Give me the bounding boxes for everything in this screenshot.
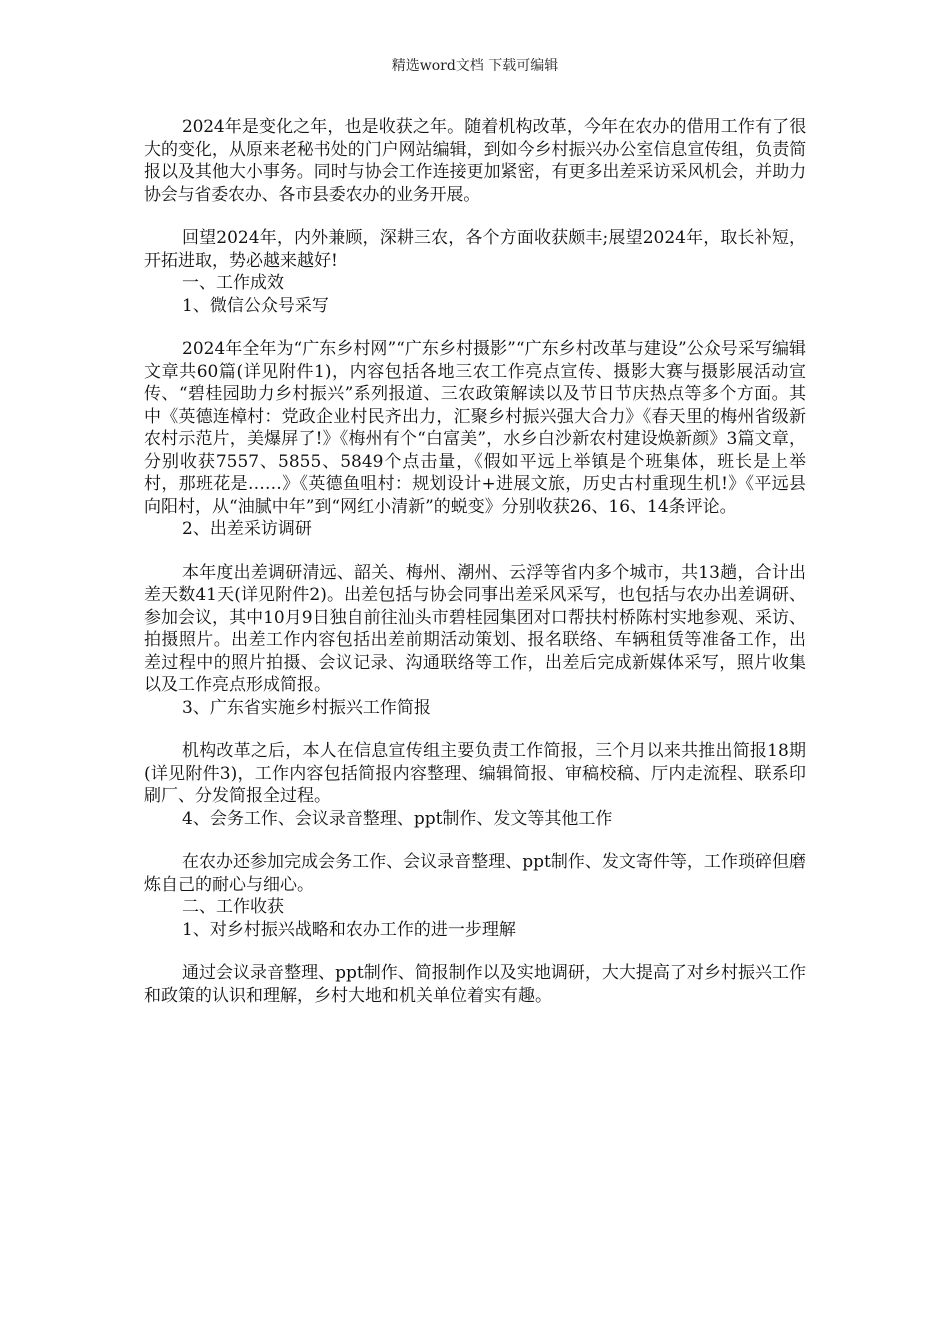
paragraph-outlook: 回望2024年，内外兼顾，深耕三农，各个方面收获颇丰;展望2024年，取长补短，开拓进取，势必越来越好! [144,228,806,271]
section-heading-achievements: 一、工作成效 [182,273,284,293]
paragraph-intro: 2024年是变化之年，也是收获之年。随着机构改革，今年在农办的借用工作有了很大的变化，从原来老秘书处的门户网站编辑，到如今乡村振兴办公室信息宣传组，负责简报以及其他大小事务。同时与协会工作连接更加紧密，有更多出差采访采风机会，并助力协会与省委农办、各市县委农办的业务开展。 [144,117,806,205]
section-heading-gains: 二、工作收获 [182,897,284,917]
subheading-bulletin: 3、广东省实施乡村振兴工作简报 [182,697,431,718]
paragraph-other-work: 在农办还参加完成会务工作、会议录音整理、ppt制作、发文寄件等，工作琐碎但磨炼自己的耐心与细心。 [144,852,806,895]
subheading-wechat: 1、微信公众号采写 [182,295,329,316]
paragraph-wechat: 2024年全年为“广东乡村网”“广东乡村摄影”“广东乡村改革与建设”公众号采写编辑文章共60篇(详见附件1)，内容包括各地三农工作亮点宣传、摄影大赛与摄影展活动宣传、“碧桂园助力乡村振兴”系列报道、三农政策解读以及节日节庆热点等多个方面。其中《英德连樟村：党政企业村民齐出力，汇聚乡村振兴强大合力》《春天里的梅州省级新农村示范片，美爆屏了!》《梅州有个“白富美”，水乡白沙新农村建设焕新颜》3篇文章，分别收获7557、5855、5849个点击量，《假如平远上举镇是个班集体，班长是上举村，那班花是……》《英德鱼咀村：规划设计+进展文旅，历史古村重现生机!》《平远县向阳村，从“油腻中年”到“网红小清新”的蜕变》分别收获26、16、14条评论。 [144,339,806,517]
subheading-other-work: 4、会务工作、会议录音整理、ppt制作、发文等其他工作 [182,808,613,829]
document-body [144,116,806,1007]
subheading-understanding: 1、对乡村振兴战略和农办工作的进一步理解 [182,919,516,940]
paragraph-bulletin: 机构改革之后，本人在信息宣传组主要负责工作简报，三个月以来共推出简报18期(详见附件3)，工作内容包括简报内容整理、编辑简报、审稿校稿、厅内走流程、联系印刷厂、分发简报全过程。 [144,741,806,806]
paragraph-business-trips: 本年度出差调研清远、韶关、梅州、潮州、云浮等省内多个城市，共13趟，合计出差天数41天(详见附件2)。出差包括与协会同事出差采风采写，也包括与农办出差调研、参加会议，其中10月9日独自前往汕头市碧桂园集团对口帮扶村桥陈村实地参观、采访、拍摄照片。出差工作内容包括出差前期活动策划、报名联络、车辆租赁等准备工作，出差过程中的照片拍摄、会议记录、沟通联络等工作，出差后完成新媒体采写，照片收集以及工作亮点形成简报。 [144,562,806,695]
page-header: 精选word文档 下载可编辑 [391,58,559,74]
paragraph-understanding: 通过会议录音整理、ppt制作、简报制作以及实地调研，大大提高了对乡村振兴工作和政策的认识和理解，乡村大地和机关单位着实有趣。 [144,963,806,1006]
subheading-business-trips: 2、出差采访调研 [182,519,312,539]
